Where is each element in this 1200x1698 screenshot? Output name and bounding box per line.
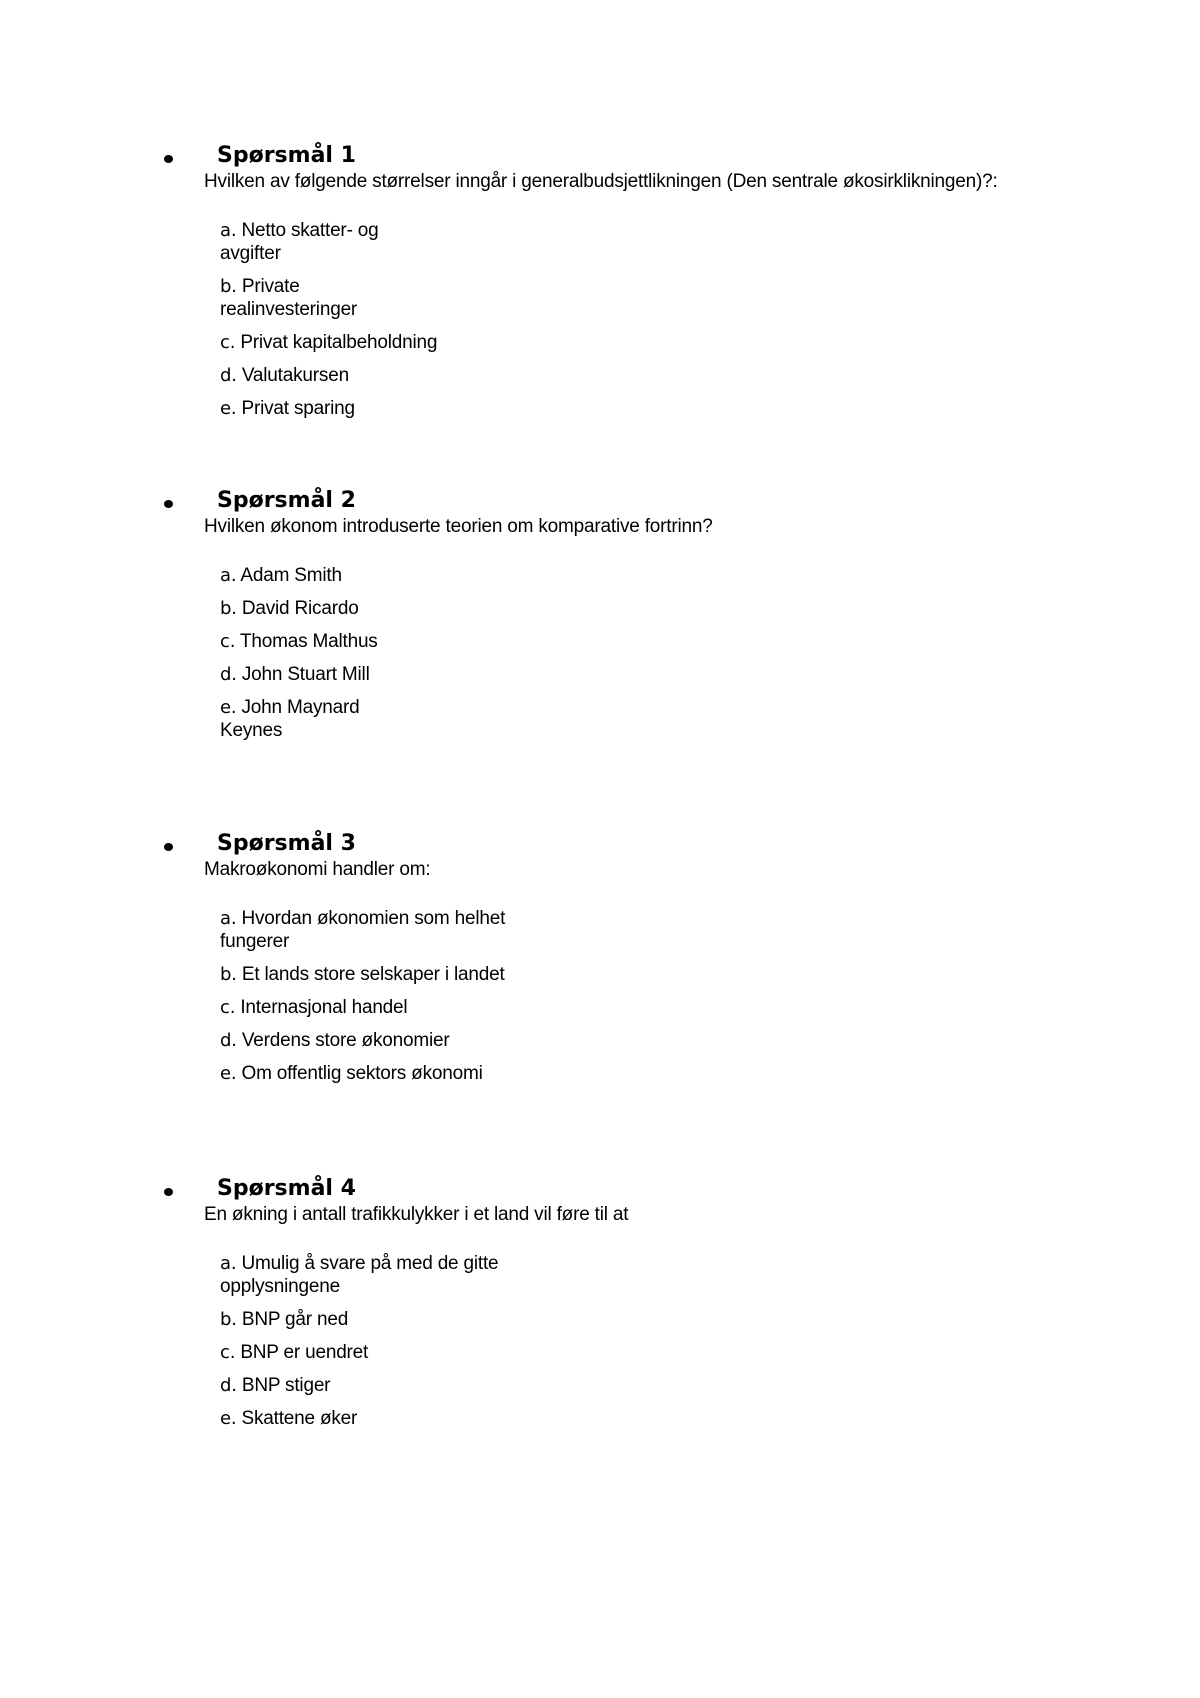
- answer-text: Et lands store selskaper i landet: [241, 964, 505, 985]
- answer-list: [220, 564, 410, 752]
- answer-letter: c.: [220, 997, 236, 1018]
- question-title: Spørsmål 2: [217, 488, 356, 513]
- answer-option-e: [220, 1062, 540, 1085]
- answer-option-b: [220, 597, 410, 620]
- answer-letter: e.: [220, 1408, 237, 1429]
- answer-letter: e.: [220, 398, 237, 419]
- answer-text: Private realinvesteringer: [220, 276, 358, 320]
- answer-text: Privat sparing: [241, 398, 355, 419]
- answer-option-e: [220, 696, 410, 742]
- answer-text: John Maynard Keynes: [220, 697, 360, 741]
- answer-letter: c.: [220, 332, 236, 353]
- bullet-icon: [164, 843, 173, 851]
- answer-text: BNP går ned: [241, 1309, 349, 1330]
- question-title: Spørsmål 1: [217, 143, 356, 168]
- answer-letter: a.: [220, 1253, 237, 1274]
- answer-option-b: [220, 1308, 540, 1331]
- answer-text: Hvordan økonomien som helhet fungerer: [220, 908, 506, 952]
- answer-letter: e.: [220, 697, 237, 718]
- answer-option-a: [220, 1252, 540, 1298]
- answer-text: Umulig å svare på med de gitte opplysningene: [220, 1253, 499, 1297]
- bullet-icon: [164, 1188, 173, 1196]
- answer-text: Verdens store økonomier: [241, 1030, 450, 1051]
- answer-list: [220, 219, 437, 430]
- answer-letter: b.: [220, 276, 237, 297]
- answer-letter: a.: [220, 565, 237, 586]
- answer-text: BNP stiger: [241, 1375, 331, 1396]
- answer-text: Netto skatter- og avgifter: [220, 220, 379, 264]
- answer-option-c: [220, 1341, 540, 1364]
- answer-option-b: [220, 963, 540, 986]
- answer-option-a: [220, 219, 410, 265]
- answer-option-d: [220, 364, 437, 387]
- question-text: Makroøkonomi handler om:: [204, 859, 431, 880]
- question-title: Spørsmål 3: [217, 831, 356, 856]
- answer-option-d: [220, 1029, 540, 1052]
- answer-option-c: [220, 996, 540, 1019]
- answer-option-d: [220, 663, 410, 686]
- answer-option-d: [220, 1374, 540, 1397]
- answer-letter: c.: [220, 1342, 236, 1363]
- question-title: Spørsmål 4: [217, 1176, 356, 1201]
- answer-text: BNP er uendret: [240, 1342, 369, 1363]
- answer-list: [220, 1252, 540, 1440]
- answer-text: Internasjonal handel: [240, 997, 408, 1018]
- answer-text: Thomas Malthus: [239, 631, 378, 652]
- answer-letter: b.: [220, 598, 237, 619]
- answer-option-b: [220, 275, 390, 321]
- answer-letter: d.: [220, 664, 237, 685]
- answer-letter: d.: [220, 1030, 237, 1051]
- answer-option-e: [220, 397, 437, 420]
- answer-option-c: [220, 630, 410, 653]
- answer-option-a: [220, 907, 540, 953]
- answer-text: John Stuart Mill: [241, 664, 370, 685]
- answer-letter: b.: [220, 964, 237, 985]
- answer-text: Skattene øker: [241, 1408, 358, 1429]
- answer-text: Adam Smith: [240, 565, 342, 586]
- answer-letter: b.: [220, 1309, 237, 1330]
- answer-text: Valutakursen: [241, 365, 349, 386]
- bullet-icon: [164, 155, 173, 163]
- answer-letter: e.: [220, 1063, 237, 1084]
- bullet-icon: [164, 500, 173, 508]
- question-text: En økning i antall trafikkulykker i et land vil føre til at: [204, 1204, 629, 1225]
- answer-text: Om offentlig sektors økonomi: [241, 1063, 483, 1084]
- answer-list: [220, 907, 540, 1095]
- answer-text: Privat kapitalbeholdning: [240, 332, 438, 353]
- question-text: Hvilken økonom introduserte teorien om komparative fortrinn?: [204, 516, 713, 537]
- answer-letter: a.: [220, 908, 237, 929]
- answer-letter: c.: [220, 631, 236, 652]
- answer-option-a: [220, 564, 410, 587]
- answer-option-c: [220, 331, 437, 354]
- answer-option-e: [220, 1407, 540, 1430]
- answer-letter: d.: [220, 1375, 237, 1396]
- answer-text: David Ricardo: [241, 598, 359, 619]
- answer-letter: d.: [220, 365, 237, 386]
- answer-letter: a.: [220, 220, 237, 241]
- question-text: Hvilken av følgende størrelser inngår i generalbudsjettlikningen (Den sentrale økosirklikningen)?:: [204, 171, 998, 192]
